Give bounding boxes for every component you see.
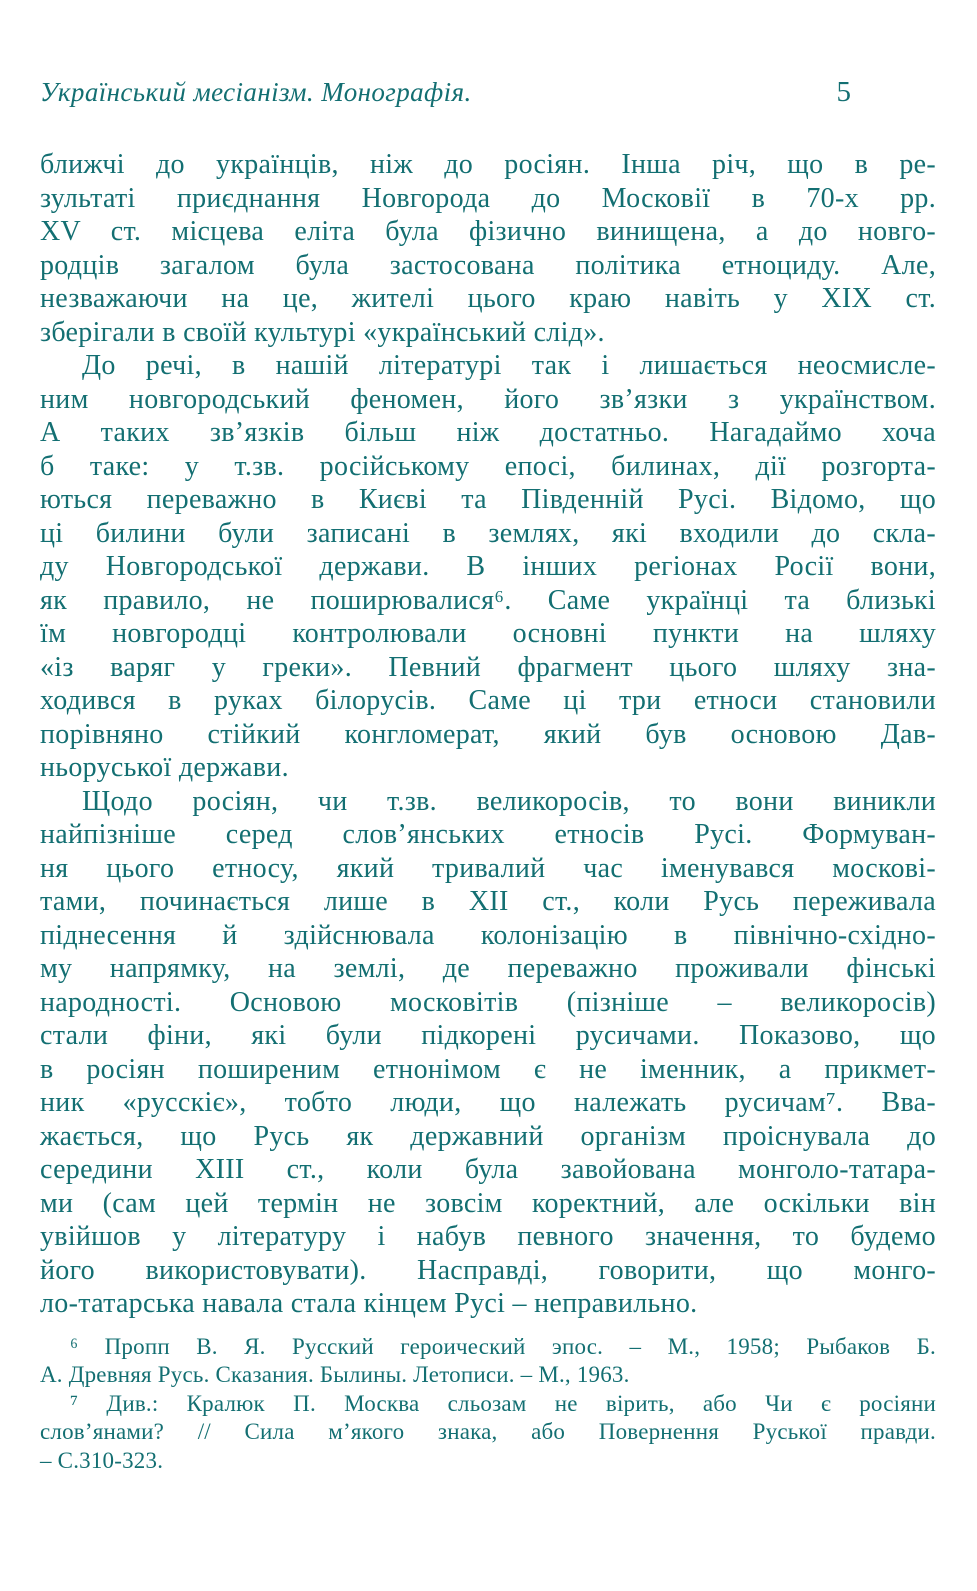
text-line: «із варяг у греки». Певний фрагмент цього шляху зна- — [40, 651, 936, 683]
text-line: ним новгородський феномен, його зв’язки з українством. — [40, 383, 936, 415]
text-line: родців загалом була застосована політика етноциду. Але, — [40, 249, 936, 281]
text-line: тами, починається лише в XII ст., коли Русь переживала — [40, 886, 936, 917]
text-line: народності. Основою московітів (пізніше – великоросів) — [40, 986, 936, 1018]
text-line: піднесення й здійснювала колонізацію в північно-східно- — [40, 919, 936, 951]
text-line: середини XIII ст., коли була завойована монголо-татара- — [40, 1154, 936, 1185]
text-line: ці билини були записані в землях, які входили до скла- — [40, 517, 936, 549]
text-line: увійшов у літературу і набув певного значення, то будемо — [40, 1221, 936, 1252]
text-line: До речі, в нашій літературі так і лишається неосмисле- — [82, 350, 936, 381]
paragraph — [40, 785, 936, 1321]
page-number: 5 — [836, 76, 851, 108]
paragraph — [40, 1333, 936, 1390]
text-line: Щодо росіян, чи т.зв. великоросів, то вони виникли — [82, 785, 936, 817]
text-line: б таке: у т.зв. російському епосі, билинах, дії розгорта- — [40, 450, 936, 482]
text-line: зберігали в своїй культурі «український слід». — [40, 316, 605, 348]
text-line: ник «русскіє», тобто люди, що належать русичам⁷. Вва- — [40, 1087, 936, 1118]
text-line: XV ст. місцева еліта була фізично винищена, а до новго- — [40, 216, 936, 247]
text-line: ньоруської держави. — [40, 752, 289, 783]
text-line: ми (сам цей термін не зовсім коректний, але оскільки він — [40, 1187, 936, 1219]
text-line: ⁷ Див.: Кралюк П. Москва сльозам не вірить, або Чи є росіяни — [70, 1390, 936, 1416]
text-line: слов’янами? // Сила м’якого знака, або Повернення Руської правди. — [40, 1419, 936, 1444]
running-title: Український месіанізм. Монографія. — [40, 77, 472, 107]
text-line: незважаючи на це, жителі цього краю навіть у XIX ст. — [40, 283, 936, 314]
footnotes — [40, 1333, 936, 1476]
paragraph — [40, 349, 936, 785]
text-line: їм новгородці контролювали основні пункти на шляху — [40, 618, 936, 649]
text-line: стали фіни, які були підкорені русичами. Показово, що — [40, 1020, 936, 1051]
body-text — [40, 148, 936, 1321]
text-line: му напрямку, на землі, де переважно проживали фінські — [40, 953, 936, 984]
text-line: ня цього етносу, який тривалий час іменувався московi- — [40, 852, 936, 884]
text-line: А. Древняя Русь. Сказания. Былины. Летописи. – М., 1963. — [40, 1362, 630, 1387]
text-line: найпізніше серед слов’янських етносів Русі. Формуван- — [40, 819, 936, 850]
text-line: в росіян поширеним етнонімом є не іменник, а прикмет- — [40, 1053, 936, 1085]
text-line: А таких зв’язків більш ніж достатньо. Нагадаймо хоча — [40, 417, 936, 448]
text-line: ло-татарська навала стала кінцем Русі – неправильно. — [40, 1288, 698, 1319]
page-content — [40, 148, 936, 1475]
text-line: як правило, не поширювалися⁶. Саме українці та близькі — [40, 584, 936, 616]
paragraph — [40, 1390, 936, 1476]
text-line: ду Новгородської держави. В інших регіонах Росії вони, — [40, 551, 936, 582]
text-line: ходився в руках білорусів. Саме ці три етноси становили — [40, 685, 936, 716]
text-line: порівняно стійкий конгломерат, який був основою Дав- — [40, 718, 936, 750]
text-line: ⁶ Пропп В. Я. Русский героический эпос. – М., 1958; Рыбаков Б. — [70, 1333, 936, 1359]
text-line: ються переважно в Києві та Південній Русі. Відомо, що — [40, 484, 936, 515]
text-line: – С.310-323. — [40, 1447, 164, 1473]
paragraph — [40, 148, 936, 349]
text-line: його використовувати). Насправді, говорити, що монго- — [40, 1254, 936, 1286]
text-line: жається, що Русь як державний організм проіснувала до — [40, 1120, 936, 1152]
text-line: ближчі до українців, ніж до росіян. Інша річ, що в ре- — [40, 149, 936, 180]
text-line: зультаті приєднання Новгорода до Московії в 70-х рр. — [40, 182, 936, 214]
page-header — [40, 76, 936, 109]
